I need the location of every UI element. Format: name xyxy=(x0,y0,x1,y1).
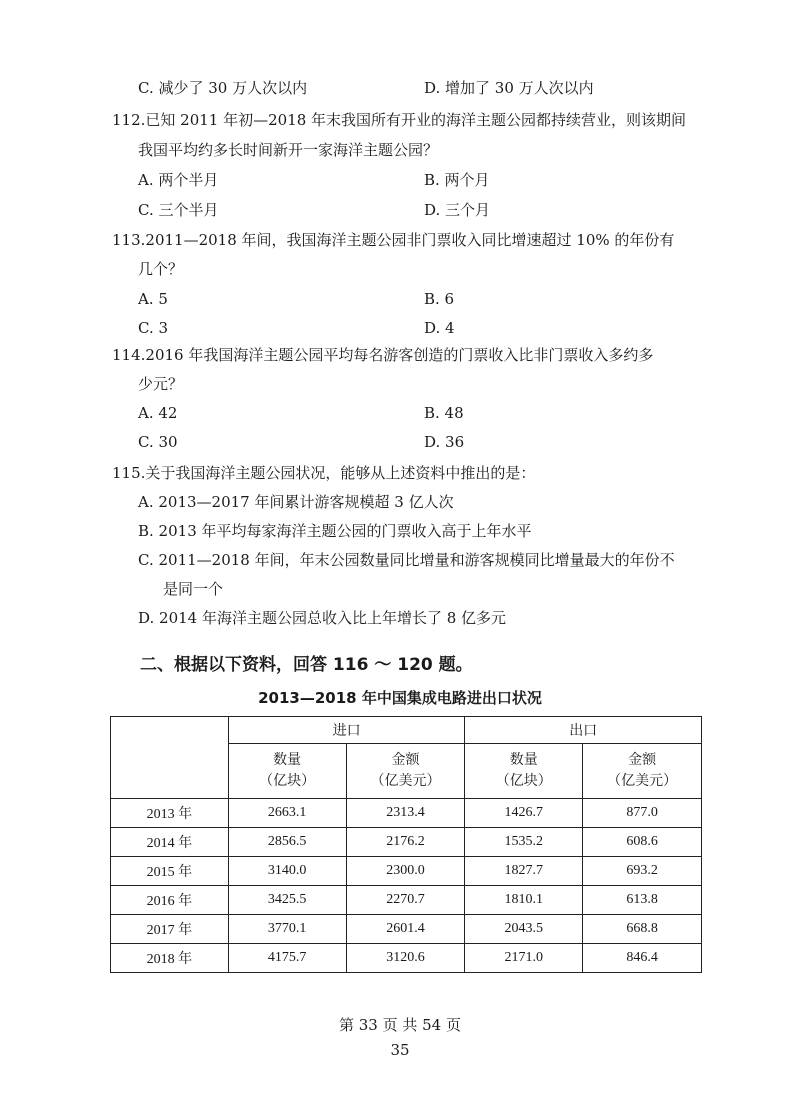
q112-stem-line1: 112.已知 2011 年初—2018 年末我国所有开业的海洋主题公园都持续营业，则该期间 xyxy=(112,111,687,129)
import-amount-header xyxy=(346,744,465,799)
export-quantity-header xyxy=(465,744,583,799)
import-amount-cell: 2601.4 xyxy=(346,915,465,944)
row-year: 2014 年 xyxy=(111,828,229,857)
import-quantity-cell: 3770.1 xyxy=(228,915,346,944)
import-amount-cell: 2270.7 xyxy=(346,886,465,915)
export-amount-cell: 608.6 xyxy=(583,828,702,857)
import-amount-cell: 3120.6 xyxy=(346,944,465,973)
table-title: 2013—2018 年中国集成电路进出口状况 xyxy=(258,689,542,707)
row-year: 2018 年 xyxy=(111,944,229,973)
row-year: 2013 年 xyxy=(111,799,229,828)
q113-option-b: B. 6 xyxy=(424,290,455,308)
ic-trade-table xyxy=(110,716,702,973)
import-quantity-cell: 2856.5 xyxy=(228,828,346,857)
table-row xyxy=(111,799,702,828)
row-year: 2016 年 xyxy=(111,886,229,915)
import-amount-cell: 2176.2 xyxy=(346,828,465,857)
page-info: 第 33 页 共 54 页 xyxy=(338,1016,461,1034)
export-quantity-cell: 2043.5 xyxy=(465,915,583,944)
q112-stem-line2: 我国平均约多长时间新开一家海洋主题公园？ xyxy=(138,141,439,159)
table-row xyxy=(111,828,702,857)
column-name: 金额 xyxy=(391,753,420,768)
q113-option-d: D. 4 xyxy=(424,319,455,337)
q114-option-c: C. 30 xyxy=(138,433,178,451)
q111-option-d: D. 增加了 30 万人次以内 xyxy=(424,79,594,97)
export-amount-header xyxy=(583,744,702,799)
row-year: 2015 年 xyxy=(111,857,229,886)
row-year: 2017 年 xyxy=(111,915,229,944)
import-quantity-cell: 2663.1 xyxy=(228,799,346,828)
column-unit: （亿块） xyxy=(495,774,552,789)
q114-option-a: A. 42 xyxy=(138,404,178,422)
column-name: 数量 xyxy=(273,753,302,768)
export-quantity-cell: 1426.7 xyxy=(465,799,583,828)
import-group-header: 进口 xyxy=(228,717,465,744)
q112-option-b: B. 两个月 xyxy=(424,171,490,189)
q114-option-b: B. 48 xyxy=(424,404,464,422)
q112-option-c: C. 三个半月 xyxy=(138,201,219,219)
q112-option-d: D. 三个月 xyxy=(424,201,491,219)
import-quantity-header xyxy=(228,744,346,799)
export-amount-cell: 877.0 xyxy=(583,799,702,828)
q113-option-a: A. 5 xyxy=(138,290,168,308)
import-amount-cell: 2300.0 xyxy=(346,857,465,886)
export-quantity-cell: 1827.7 xyxy=(465,857,583,886)
export-quantity-cell: 1810.1 xyxy=(465,886,583,915)
export-quantity-cell: 2171.0 xyxy=(465,944,583,973)
table-corner-cell xyxy=(111,717,229,799)
export-amount-cell: 846.4 xyxy=(583,944,702,973)
q112-option-a: A. 两个半月 xyxy=(138,171,219,189)
q111-option-c: C. 减少了 30 万人次以内 xyxy=(138,79,308,97)
page-number: 35 xyxy=(390,1041,410,1059)
import-quantity-cell: 3425.5 xyxy=(228,886,346,915)
q115-stem: 115.关于我国海洋主题公园状况，能够从上述资料中推出的是： xyxy=(112,464,536,482)
table-group-header-row xyxy=(111,717,702,744)
import-quantity-cell: 4175.7 xyxy=(228,944,346,973)
q115-option-a: A. 2013—2017 年间累计游客规模超 3 亿人次 xyxy=(138,493,454,511)
export-amount-cell: 693.2 xyxy=(583,857,702,886)
column-unit: （亿美元） xyxy=(370,774,441,789)
import-quantity-cell: 3140.0 xyxy=(228,857,346,886)
q114-stem-line2: 少元？ xyxy=(138,375,184,393)
q113-stem-line2: 几个？ xyxy=(138,260,184,278)
section-heading: 二、根据以下资料，回答 116 ～ 120 题。 xyxy=(140,655,473,675)
column-unit: （亿美元） xyxy=(607,774,678,789)
q114-option-d: D. 36 xyxy=(424,433,465,451)
table-row xyxy=(111,886,702,915)
table-row xyxy=(111,944,702,973)
export-amount-cell: 668.8 xyxy=(583,915,702,944)
q113-option-c: C. 3 xyxy=(138,319,169,337)
column-name: 数量 xyxy=(509,753,538,768)
q115-option-b: B. 2013 年平均每家海洋主题公园的门票收入高于上年水平 xyxy=(138,522,532,540)
column-unit: （亿块） xyxy=(259,774,316,789)
q114-stem-line1: 114.2016 年我国海洋主题公园平均每名游客创造的门票收入比非门票收入多约多 xyxy=(112,346,654,364)
export-amount-cell: 613.8 xyxy=(583,886,702,915)
table-row xyxy=(111,915,702,944)
q113-stem-line1: 113.2011—2018 年间，我国海洋主题公园非门票收入同比增速超过 10% 的年份有 xyxy=(112,231,675,249)
column-name: 金额 xyxy=(628,753,657,768)
q115-option-d: D. 2014 年海洋主题公园总收入比上年增长了 8 亿多元 xyxy=(138,609,507,627)
export-quantity-cell: 1535.2 xyxy=(465,828,583,857)
export-group-header: 出口 xyxy=(465,717,702,744)
q115-option-c-line2: 是同一个 xyxy=(163,580,224,598)
import-amount-cell: 2313.4 xyxy=(346,799,465,828)
q115-option-c-line1: C. 2011—2018 年间，年末公园数量同比增量和游客规模同比增量最大的年份不 xyxy=(138,551,675,569)
table-row xyxy=(111,857,702,886)
